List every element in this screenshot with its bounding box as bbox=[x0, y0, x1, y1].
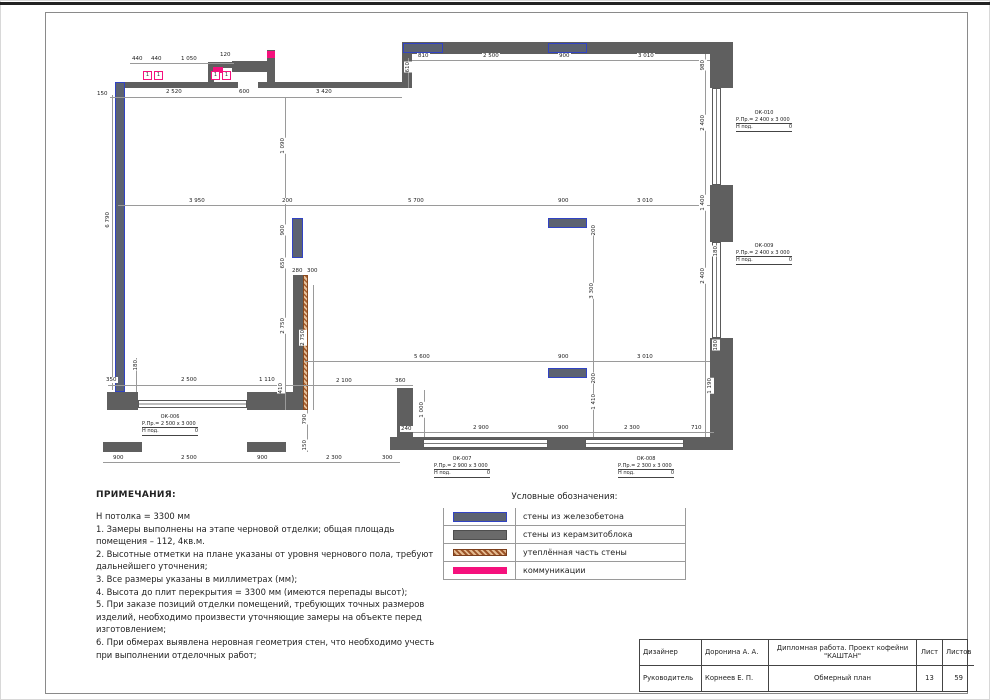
dim-label: 5 700 bbox=[408, 198, 424, 204]
dim-label: 180 bbox=[133, 360, 139, 371]
note-line: Н потолка = 3300 мм bbox=[96, 511, 191, 521]
dim-label: 610 bbox=[405, 62, 411, 73]
legend-swatch-cell bbox=[444, 562, 516, 579]
supervisor-name-cell: Корнеев Е. П. bbox=[702, 666, 769, 692]
dim-line bbox=[118, 205, 710, 206]
dim-label: 120 bbox=[220, 52, 231, 58]
window-size: Р.Пр.= 2 400 x 3 000 bbox=[736, 250, 792, 258]
legend-item-insulation bbox=[443, 544, 686, 562]
concrete-wall-swatch bbox=[453, 512, 507, 522]
dim-label: 5 600 bbox=[414, 354, 430, 360]
dim-label: 150 bbox=[97, 91, 108, 97]
dim-label: 3 010 bbox=[637, 354, 653, 360]
dim-label: 440 bbox=[151, 56, 162, 62]
window-id: ОК-006 bbox=[160, 414, 180, 420]
dim-label: 900 bbox=[113, 455, 124, 461]
window-ok-006 bbox=[138, 400, 247, 408]
dim-label: 650 bbox=[280, 258, 286, 269]
sheet-name-cell: Обмерный план bbox=[769, 666, 917, 692]
free-column-a bbox=[103, 442, 142, 452]
note-line: 6. При обмерах выявлена неровная геометрия стен, что необходимо учесть при выполнении отделочных работ; bbox=[96, 636, 435, 660]
dim-label: 3 010 bbox=[638, 53, 654, 59]
rc-column-top-b bbox=[548, 43, 587, 53]
dim-label: 900 bbox=[558, 198, 569, 204]
designer-role-cell: Дизайнер bbox=[640, 640, 702, 666]
window-size: Р.Пр.= 2 300 x 3 000 bbox=[618, 463, 674, 471]
communication-marker-pair-a bbox=[143, 71, 163, 80]
dim-label: 1 410 bbox=[591, 394, 597, 410]
supervisor-role-cell: Руководитель bbox=[640, 666, 702, 692]
legend-swatch-cell bbox=[444, 544, 516, 561]
dim-label: 300 bbox=[307, 268, 318, 274]
legend-item-concrete bbox=[443, 508, 686, 526]
communication-block-b bbox=[267, 51, 275, 58]
free-column-b bbox=[247, 442, 286, 452]
legend-label: стены из керамзитоблока bbox=[523, 530, 633, 539]
window-size: Р.Пр.= 2 400 x 3 000 bbox=[736, 117, 792, 125]
dim-label: 980 bbox=[700, 60, 706, 71]
dim-label: 1 090 bbox=[280, 138, 286, 154]
dim-line bbox=[412, 60, 710, 61]
note-line: 2. Высотные отметки на плане указаны от уровня чернового пола, требуют дальнейшего уточнения; bbox=[96, 548, 434, 572]
sheet-label-cell: Лист bbox=[917, 640, 943, 666]
dim-label: 350 bbox=[106, 377, 117, 383]
window-sill: Н под. 0 bbox=[736, 124, 792, 130]
window-callout-ok-010 bbox=[736, 110, 792, 132]
dim-label: 280 bbox=[292, 268, 303, 274]
dim-label: 2 300 bbox=[326, 455, 342, 461]
window-callout-ok-009 bbox=[736, 243, 792, 265]
dim-label: 2 500 bbox=[483, 53, 499, 59]
window-sill: Н под. 0 bbox=[142, 428, 198, 434]
communication-marker-pair-b bbox=[211, 71, 231, 80]
legend-title: Условные обозначения: bbox=[511, 492, 618, 502]
legend-item-block bbox=[443, 526, 686, 544]
window-ok-008 bbox=[585, 439, 684, 448]
dim-label: 180 bbox=[713, 340, 719, 351]
wall-left-rc bbox=[115, 82, 125, 392]
dim-label: 200 bbox=[591, 225, 597, 236]
window-size: Р.Пр.= 2 500 x 3 000 bbox=[142, 421, 198, 429]
dim-line bbox=[413, 432, 714, 433]
block-wall-swatch bbox=[453, 530, 507, 540]
dim-line bbox=[108, 385, 413, 386]
wall-top-left-a bbox=[118, 82, 238, 88]
wall-right-lower bbox=[710, 338, 733, 450]
window-id: ОК-010 bbox=[754, 110, 774, 116]
legend-item-communications bbox=[443, 562, 686, 580]
dim-label: 240 bbox=[401, 426, 412, 432]
window-id: ОК-008 bbox=[636, 456, 656, 462]
legend-swatch-cell bbox=[444, 508, 516, 525]
dim-label: 2 750 bbox=[280, 318, 286, 334]
notes-section bbox=[96, 490, 441, 661]
sheets-total-cell: 59 bbox=[954, 674, 964, 683]
legend-label: коммуникации bbox=[523, 566, 586, 575]
legend-label: стены из железобетона bbox=[523, 512, 624, 521]
dim-label: 200 bbox=[282, 198, 293, 204]
dim-line bbox=[112, 95, 113, 390]
dim-label: 2 750 bbox=[300, 330, 306, 346]
window-callout-ok-008 bbox=[618, 456, 674, 478]
window-ok-010 bbox=[712, 88, 721, 185]
dim-label: 2 520 bbox=[166, 89, 182, 95]
dim-line bbox=[103, 462, 400, 463]
dim-label: 710 bbox=[691, 425, 702, 431]
dim-label: 300 bbox=[382, 455, 393, 461]
dim-label: 1 050 bbox=[181, 56, 197, 62]
dim-label: 3 420 bbox=[316, 89, 332, 95]
dim-label: 6 790 bbox=[105, 212, 111, 228]
dim-label: 1 110 bbox=[259, 377, 275, 383]
rc-column-mid-lower bbox=[548, 368, 587, 378]
window-size: Р.Пр.= 2 900 x 3 000 bbox=[434, 463, 490, 471]
dim-line bbox=[305, 361, 710, 362]
window-callout-ok-007 bbox=[434, 456, 490, 478]
dim-label: 900 bbox=[558, 425, 569, 431]
wall-bottom-left-corner bbox=[107, 392, 138, 410]
dim-label: 2 500 bbox=[181, 455, 197, 461]
window-sill: Н под. 0 bbox=[618, 470, 674, 476]
dim-label: 360 bbox=[395, 378, 406, 384]
notes-title: ПРИМЕЧАНИЯ: bbox=[96, 490, 176, 500]
dim-label: 440 bbox=[132, 56, 143, 62]
dim-label: 3 300 bbox=[589, 283, 595, 299]
dim-label: 790 bbox=[302, 414, 308, 425]
dim-line bbox=[110, 97, 402, 98]
dim-label: 3 950 bbox=[189, 198, 205, 204]
dim-label: 180 bbox=[713, 246, 719, 257]
note-line: 5. При заказе позиций отделки помещений, требующих точных размеров изделий, необходимо произвести уточняющие замеры на объекте перед изготовлением; bbox=[96, 599, 425, 635]
dim-label: 900 bbox=[257, 455, 268, 461]
dim-label: 1 190 bbox=[707, 378, 713, 394]
communication-marker: 1 bbox=[211, 71, 220, 80]
dim-label: 2 500 bbox=[181, 377, 197, 383]
dim-label: 2 400 bbox=[700, 268, 706, 284]
note-line: 3. Все размеры указаны в миллиметрах (мм); bbox=[96, 573, 298, 584]
dim-label: 600 bbox=[239, 89, 250, 95]
dim-label: 2 300 bbox=[624, 425, 640, 431]
dim-label: 1 000 bbox=[419, 402, 425, 418]
title-block bbox=[639, 639, 972, 692]
dim-label: 2 900 bbox=[473, 425, 489, 431]
rc-column-top-a bbox=[403, 43, 443, 53]
legend-label: утеплённая часть стены bbox=[523, 548, 627, 557]
dim-label: 2 400 bbox=[700, 115, 706, 131]
window-sill: Н под. 0 bbox=[434, 470, 490, 476]
note-line: 1. Замеры выполнены на этапе черновой отделки; общая площадь помещения – 112, 4кв.м. bbox=[96, 523, 395, 547]
dim-label: 410 bbox=[278, 383, 284, 394]
sheet-number-cell: 13 bbox=[917, 666, 943, 692]
communications-swatch bbox=[453, 567, 507, 574]
note-line: 4. Высота до плит перекрытия = 3300 мм (имеются перепады высот); bbox=[96, 586, 408, 597]
dim-label: 200 bbox=[591, 373, 597, 384]
niche-wall-block bbox=[232, 61, 270, 72]
designer-name-cell: Доронина А. А. bbox=[702, 640, 769, 666]
wall-right-upper bbox=[710, 54, 733, 88]
sheets-label-cell: Листов bbox=[943, 640, 974, 666]
rc-column-mid-upper bbox=[548, 218, 587, 228]
window-id: ОК-009 bbox=[754, 243, 774, 249]
window-callout-ok-006 bbox=[142, 414, 198, 436]
dim-label: 2 100 bbox=[336, 378, 352, 384]
dim-label: 810 bbox=[418, 53, 429, 59]
notes-body bbox=[96, 510, 441, 661]
communication-marker: 1 bbox=[154, 71, 163, 80]
communication-marker: 1 bbox=[222, 71, 231, 80]
dim-label: 900 bbox=[558, 354, 569, 360]
wall-top-left-b bbox=[258, 82, 404, 88]
dim-label: 150 bbox=[302, 440, 308, 451]
communication-marker: 1 bbox=[143, 71, 152, 80]
project-title-cell: Дипломная работа. Проект кофейни "КАШТАН" bbox=[769, 640, 917, 666]
dim-label: 900 bbox=[559, 53, 570, 59]
dim-line bbox=[130, 63, 234, 64]
dim-label: 900 bbox=[280, 225, 286, 236]
legend-swatch-cell bbox=[444, 526, 516, 543]
dim-line bbox=[313, 285, 314, 410]
window-ok-007 bbox=[423, 439, 548, 448]
window-id: ОК-007 bbox=[452, 456, 472, 462]
wall-right-middle bbox=[710, 185, 733, 242]
dim-label: 1 400 bbox=[700, 195, 706, 211]
legend bbox=[443, 492, 686, 580]
rc-column-mid-left bbox=[292, 218, 303, 258]
insulated-wall-swatch bbox=[453, 549, 507, 556]
dim-label: 3 010 bbox=[637, 198, 653, 204]
window-sill: Н под. 0 bbox=[736, 257, 792, 263]
